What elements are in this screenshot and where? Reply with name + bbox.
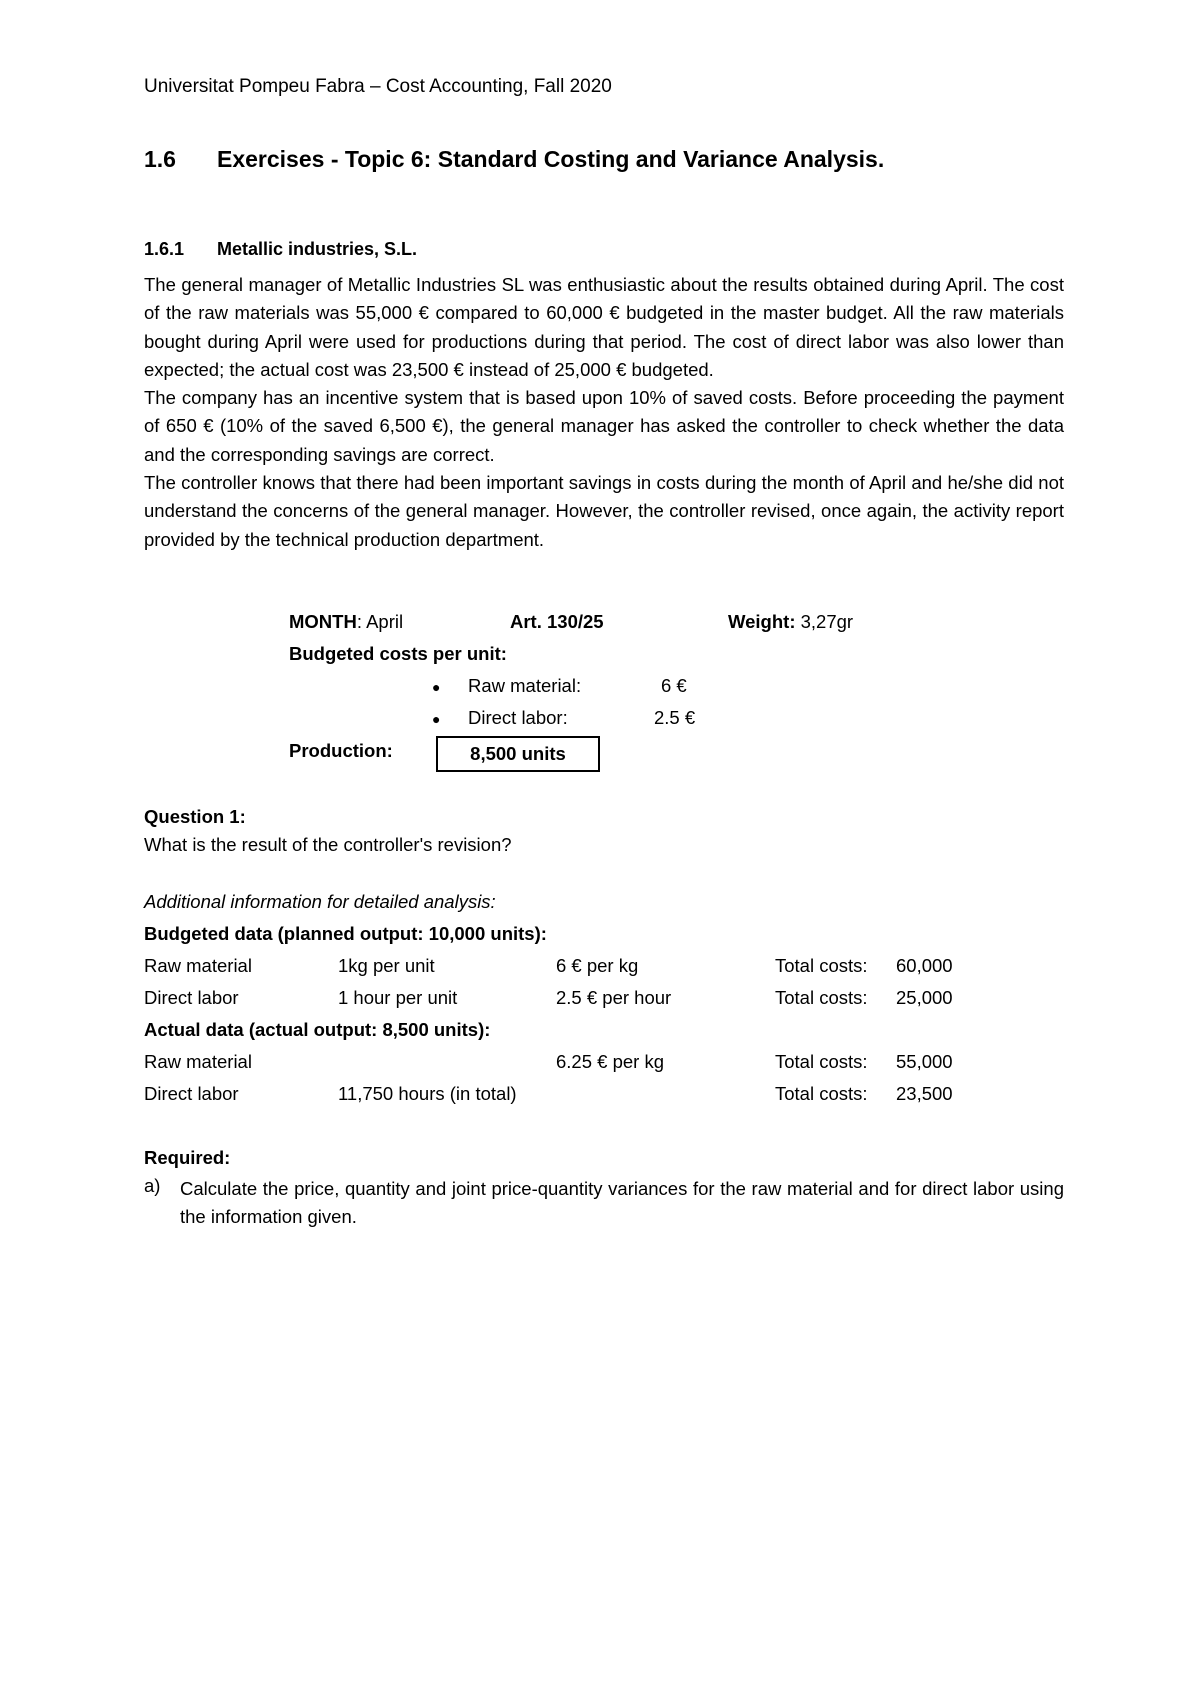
report-article: Art. 130/25 (510, 611, 604, 632)
question-label: Question 1: (144, 806, 246, 827)
row-item: Raw material (144, 955, 252, 976)
row-total-label: Total costs: (775, 987, 868, 1008)
cost-item-value: 6 € (661, 675, 687, 696)
row-item: Direct labor (144, 1083, 239, 1104)
intro-text (144, 271, 1064, 554)
budgeted-costs-heading: Budgeted costs per unit: (289, 643, 507, 664)
required-item-text: Calculate the price, quantity and joint price-quantity variances for the raw material and for direct labor using the information given. (180, 1178, 1064, 1228)
bullet-icon: ● (432, 711, 441, 727)
cost-item-label: Direct labor: (468, 707, 568, 728)
row-total-label: Total costs: (775, 1083, 868, 1104)
production-label: Production: (289, 740, 393, 761)
row-price: 2.5 € per hour (556, 987, 672, 1008)
intro-paragraph: The controller knows that there had been important savings in costs during the month of April and he/she did not understand the concerns of the general manager. However, the controller revised, once again, the activity report provided by the technical production department. (144, 472, 1064, 550)
row-item: Direct labor (144, 987, 239, 1008)
row-total-label: Total costs: (775, 955, 868, 976)
row-price: 6 € per kg (556, 955, 639, 976)
row-qty: 1kg per unit (338, 955, 435, 976)
row-total: 25,000 (896, 987, 953, 1008)
cost-item-value: 2.5 € (654, 707, 696, 728)
row-total: 23,500 (896, 1083, 953, 1104)
additional-info-heading: Additional information for detailed analysis: (144, 891, 496, 912)
required-item-marker: a) (144, 1175, 161, 1196)
page-header: Universitat Pompeu Fabra – Cost Accounting, Fall 2020 (144, 76, 612, 97)
row-qty: 1 hour per unit (338, 987, 458, 1008)
intro-paragraph: The general manager of Metallic Industries SL was enthusiastic about the results obtained during April. The cost of the raw materials was 55,000 € compared to 60,000 € budgeted in the master budget. All the raw materials bought during April were used for productions during that period. The cost of direct labor was also lower than expected; the actual cost was 23,500 € instead of 25,000 € budgeted. (144, 274, 1064, 380)
row-item: Raw material (144, 1051, 252, 1072)
weight-value: 3,27gr (795, 611, 854, 632)
actual-data-heading: Actual data (actual output: 8,500 units): (144, 1019, 491, 1040)
weight-label: Weight: (728, 611, 796, 632)
report-weight (728, 611, 853, 633)
section-title: Exercises - Topic 6: Standard Costing and Variance Analysis. (217, 146, 885, 172)
production-value-box: 8,500 units (436, 736, 600, 772)
required-label: Required: (144, 1147, 231, 1168)
budgeted-data-heading: Budgeted data (planned output: 10,000 units): (144, 923, 547, 944)
row-price: 6.25 € per kg (556, 1051, 664, 1072)
month-value: : April (356, 611, 404, 632)
cost-item-label: Raw material: (468, 675, 582, 696)
month-label: MONTH (289, 611, 357, 632)
question-text: What is the result of the controller's revision? (144, 834, 512, 855)
row-qty: 11,750 hours (in total) (338, 1083, 517, 1104)
bullet-icon: ● (432, 679, 441, 695)
row-total: 55,000 (896, 1051, 953, 1072)
row-total-label: Total costs: (775, 1051, 868, 1072)
section-number: 1.6 (144, 146, 176, 172)
subsection-number: 1.6.1 (144, 239, 185, 259)
intro-paragraph: The company has an incentive system that is based upon 10% of saved costs. Before proceeding the payment of 650 € (10% of the saved 6,500 €), the general manager has asked the controller to check whether the data and the corresponding savings are correct. (144, 387, 1064, 465)
row-total: 60,000 (896, 955, 953, 976)
subsection-title: Metallic industries, S.L. (217, 239, 418, 259)
report-month (289, 611, 403, 633)
